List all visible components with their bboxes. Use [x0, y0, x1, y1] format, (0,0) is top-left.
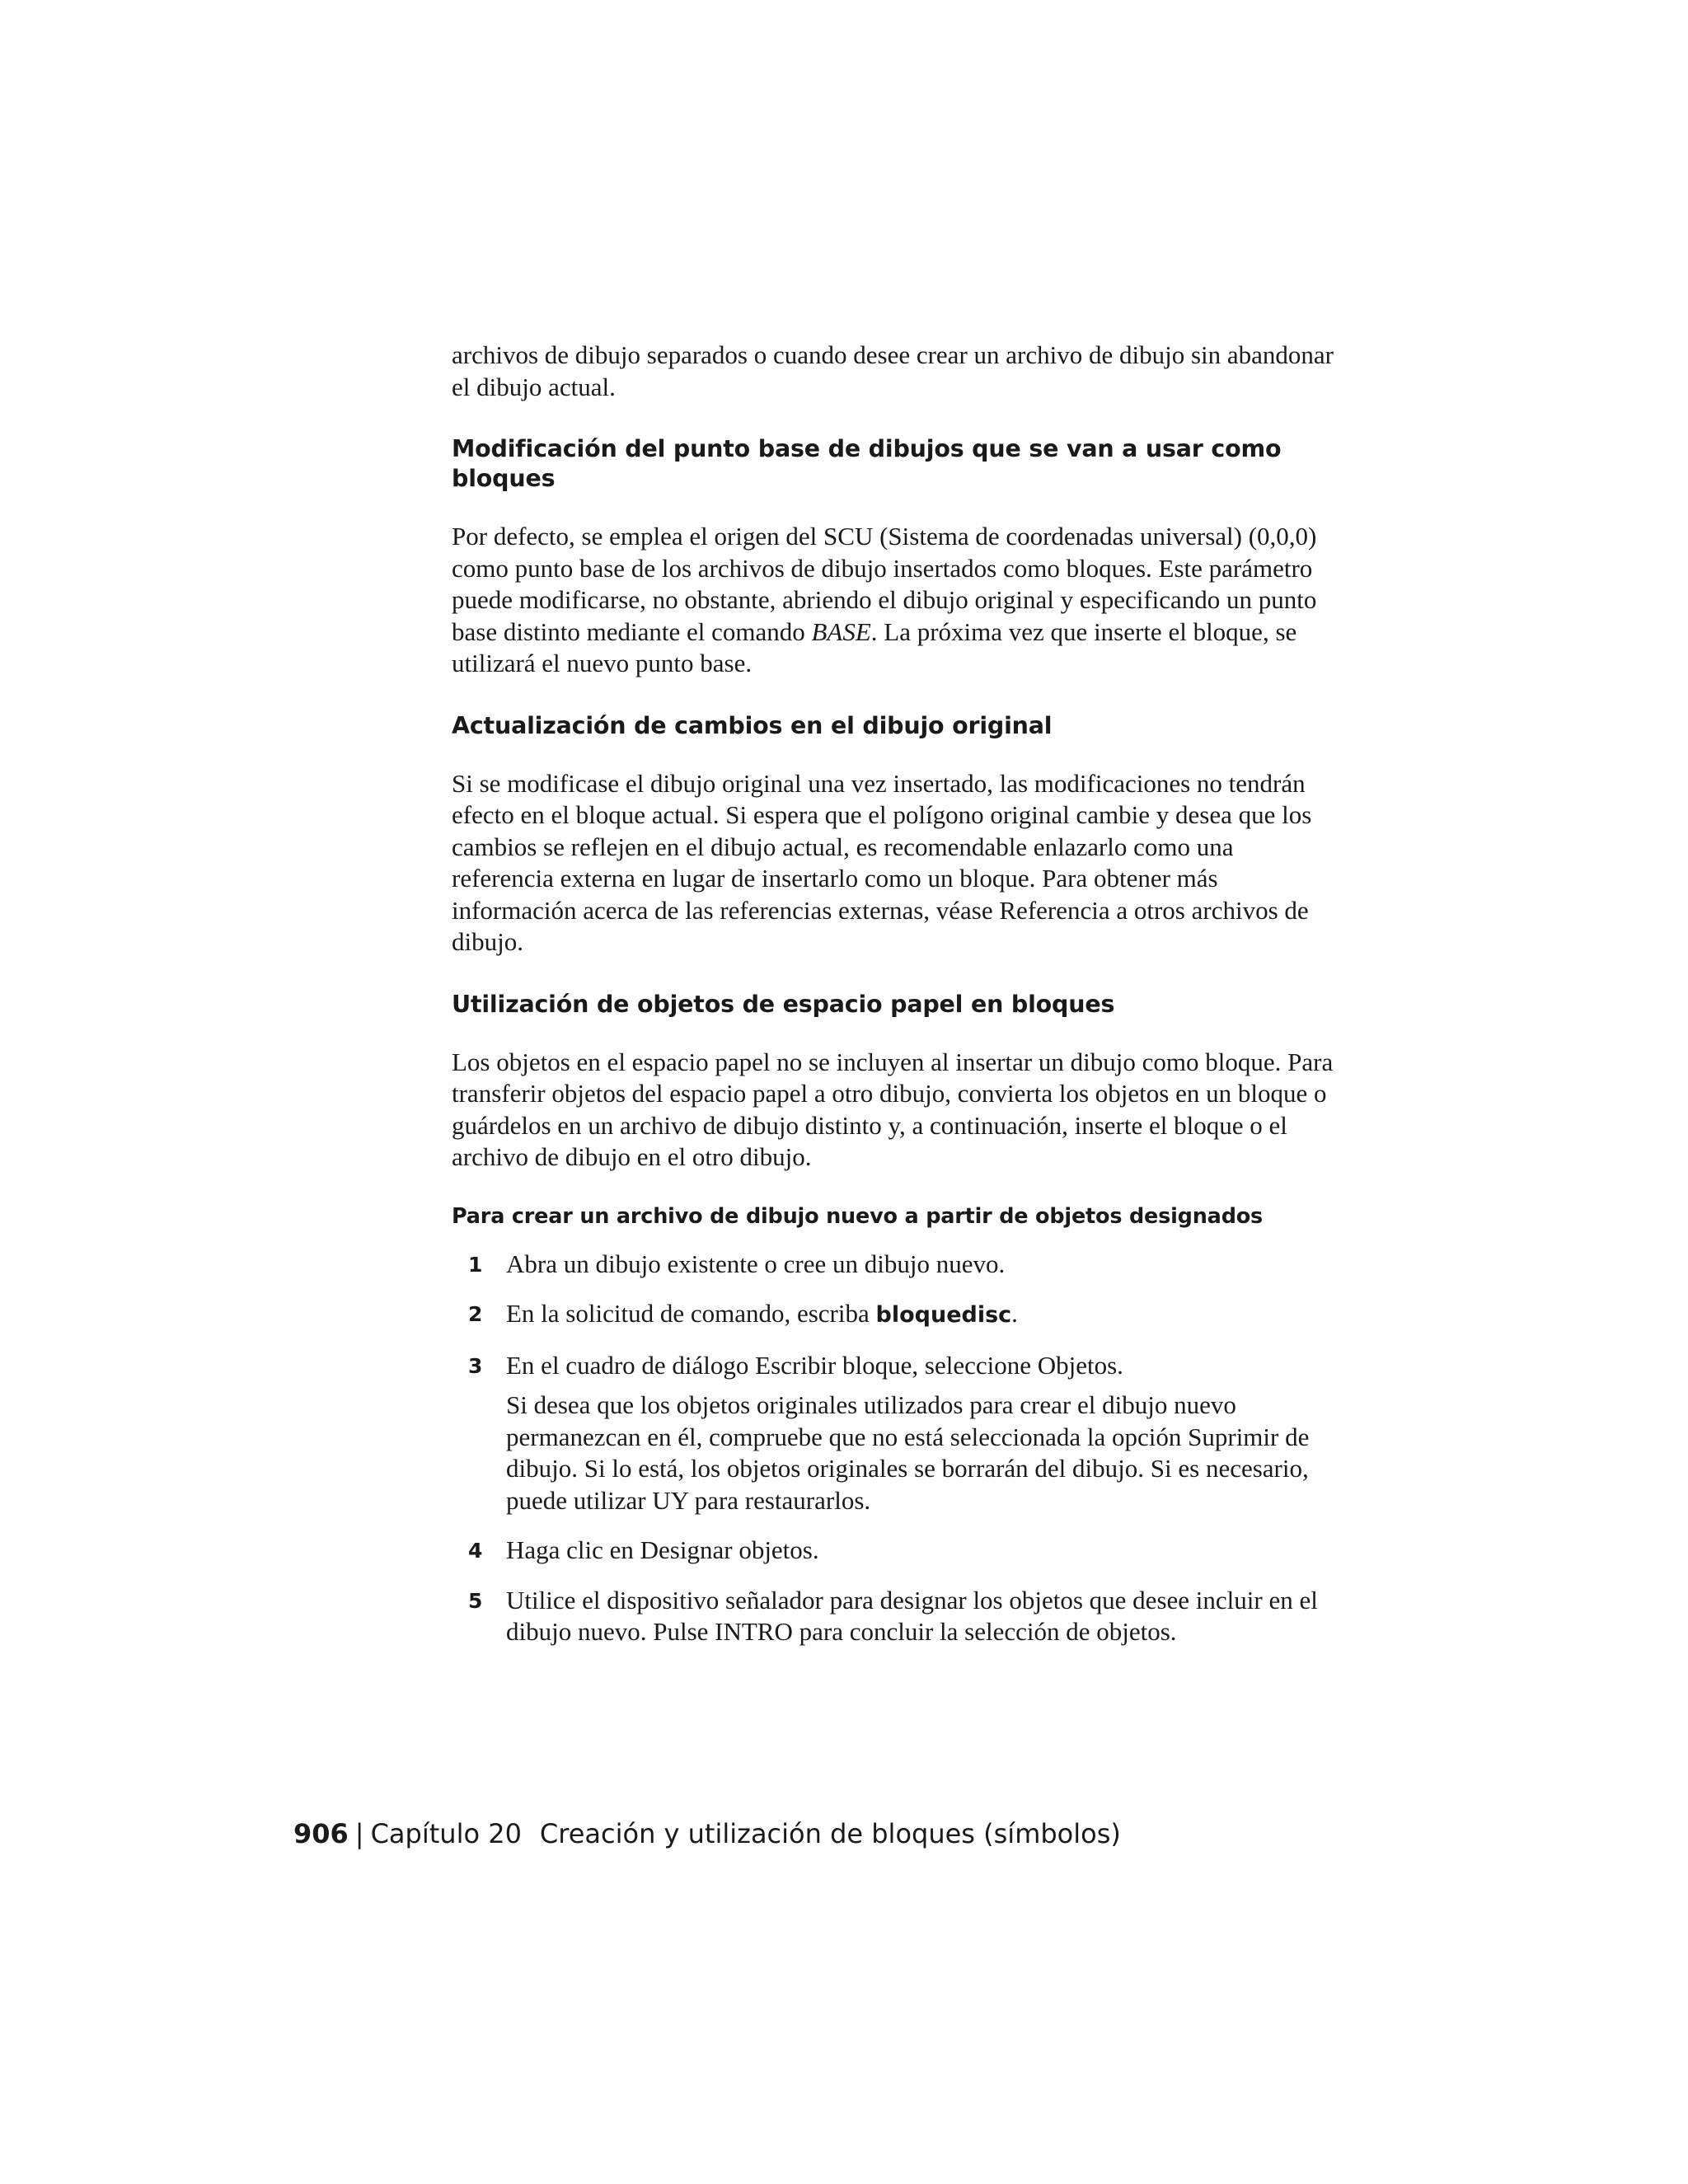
- procedure-steps: [452, 1249, 1342, 1648]
- section-paragraph-paper-space: Los objetos en el espacio papel no se incluyen al insertar un dibujo como bloque. Para transferir objetos del espacio papel a otro dibujo, convierta los objetos en un bloque o guárdelos en un archivo de dibujo distinto y, a continuación, inserte el bloque o el archivo de dibujo en el otro dibujo.: [452, 1047, 1334, 1171]
- section-heading-base-point: Modificación del punto base de dibujos que se van a usar como bloques: [452, 435, 1282, 492]
- page-footer: [293, 1817, 1121, 1850]
- step-number: 4: [468, 1539, 483, 1563]
- procedure-title: Para crear un archivo de dibujo nuevo a partir de objetos designados: [452, 1203, 1264, 1229]
- step-text: Abra un dibujo existente o cree un dibujo nuevo.: [506, 1249, 1006, 1278]
- step-number: 5: [468, 1588, 483, 1613]
- step-text: En el cuadro de diálogo Escribir bloque, seleccione Objetos.: [506, 1350, 1123, 1380]
- page-number: 906: [293, 1818, 349, 1849]
- page-body: [452, 340, 1342, 1666]
- procedure-step: [452, 1350, 1342, 1517]
- section-paragraph-update-changes: Si se modificase el dibujo original una vez insertado, las modificaciones no tendrán efecto en el bloque actual. Si espera que el polígono original cambie y desea que los cambios se reflejen en el dibujo actual, es recomendable enlazarlo como una referencia externa en lugar de insertarlo como un bloque. Para obtener más información acerca de las referencias externas, véase Referencia a otros archivos de dibujo.: [452, 768, 1312, 956]
- section-heading-paper-space: Utilización de objetos de espacio papel en bloques: [452, 990, 1115, 1018]
- step-number: 2: [468, 1302, 483, 1326]
- paragraph-text: Por defecto, se emplea el origen del SCU (Sistema de coordenadas universal) (0,0,0) como punto base de los archivos de dibujo insertados como bloques. Este parámetro puede modificarse, no obstante, abriendo el dibujo original y especificando un punto base distinto mediante el comando: [452, 522, 1317, 646]
- procedure-step: [452, 1298, 1342, 1332]
- intro-paragraph: archivos de dibujo separados o cuando desee crear un archivo de dibujo sin abandonar el dibujo actual.: [452, 340, 1334, 401]
- chapter-label: Capítulo 20: [370, 1818, 522, 1849]
- step-number: 3: [468, 1353, 483, 1378]
- command-name-base: BASE: [811, 616, 871, 646]
- step-text: En la solicitud de comando, escriba: [506, 1299, 876, 1328]
- paragraph-text: . La próxima vez que inserte el bloque, se utilizará el nuevo punto base.: [452, 616, 1297, 677]
- step-number: 1: [468, 1252, 483, 1277]
- section-heading-update-changes: Actualización de cambios en el dibujo original: [452, 711, 1053, 739]
- step-text: Utilice el dispositivo señalador para designar los objetos que desee incluir en el dibujo nuevo. Pulse INTRO para concluir la selección de objetos.: [506, 1585, 1318, 1646]
- procedure-step: [452, 1585, 1342, 1648]
- step-note: Si desea que los objetos originales utilizados para crear el dibujo nuevo permanezcan en él, compruebe que no está seleccionada la opción Suprimir de dibujo. Si lo está, los objetos originales se borrarán del dibujo. Si es necesario, puede utilizar UY para restaurarlos.: [506, 1390, 1310, 1515]
- footer-separator: |: [354, 1818, 364, 1849]
- section-paragraph-base-point: [452, 521, 1342, 680]
- procedure-step: [452, 1535, 1342, 1567]
- command-name-bloquedisc: bloquedisc: [875, 1302, 1012, 1328]
- chapter-title: Creación y utilización de bloques (símbolos): [539, 1818, 1121, 1849]
- procedure-step: [452, 1249, 1342, 1281]
- step-text: Haga clic en Designar objetos.: [506, 1535, 819, 1564]
- step-text: .: [1011, 1299, 1018, 1328]
